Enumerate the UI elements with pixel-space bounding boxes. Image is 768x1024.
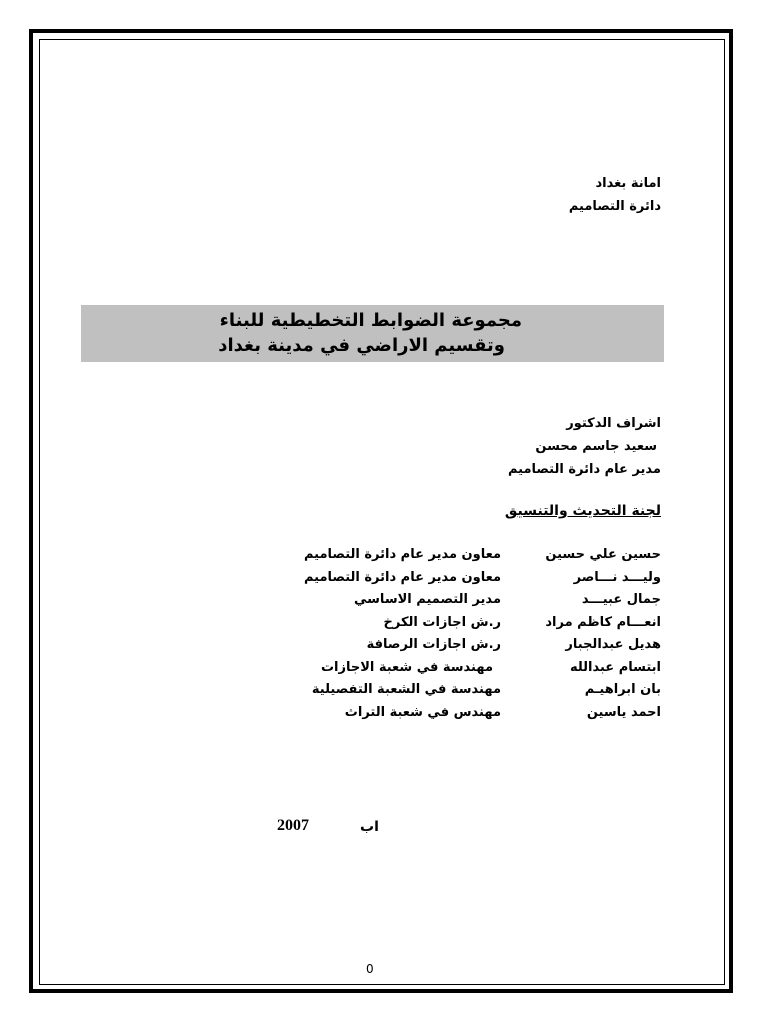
member-role: معاون مدير عام دائرة التصاميم [303,547,501,562]
supervisor-name: سعيد جاسم محسن [535,439,657,454]
list-item [304,679,661,702]
page-number: 0 [366,962,374,976]
member-name: جمال عبيـــد [581,592,661,607]
document-title-line-2: وتقسيم الاراضي في مدينة بغداد [218,335,505,356]
list-item [304,634,661,657]
member-name: وليـــد نـــاصر [573,569,661,585]
supervision-label: اشراف الدكتور [566,416,661,431]
member-role: ر.ش اجازات الكرخ [383,614,501,630]
list-item [304,702,661,725]
member-role: مهندس في شعبة التراث [344,704,501,720]
committee-members-list [304,544,661,724]
supervision-block [508,412,661,481]
list-item [304,567,661,590]
list-item [304,544,661,567]
member-name: هديل عبدالجبار [565,637,661,652]
member-role: ر.ش اجازات الرصافة [366,637,501,652]
document-title-line-1: مجموعة الضوابط التخطيطية للبناء [219,310,522,331]
list-item [304,657,661,680]
list-item [304,612,661,635]
list-item [304,589,661,612]
supervisor-position: مدير عام دائرة التصاميم [507,462,661,477]
organization-name: امانة بغداد [595,176,661,191]
member-name: بان ابراهيـم [584,682,661,697]
date-month: اب [360,819,379,835]
department-name: دائرة التصاميم [568,199,661,214]
header-block [569,172,661,218]
member-role: مهندسة في الشعبة التفصيلية [311,682,501,697]
member-name: احمد ياسين [586,704,661,720]
committee-heading: لجنة التحديث والتنسيق [504,503,661,519]
date-year: 2007 [277,817,309,834]
member-role: مهندسة في شعبة الاجازات [320,659,493,675]
member-name: انعـــام كاظم مراد [545,614,661,630]
member-role: معاون مدير عام دائرة التصاميم [303,569,501,585]
member-name: ابتسام عبدالله [569,659,661,675]
member-name: حسين علي حسين [545,547,661,562]
document-title-box [81,305,664,362]
member-role: مدير التصميم الاساسي [354,592,501,607]
